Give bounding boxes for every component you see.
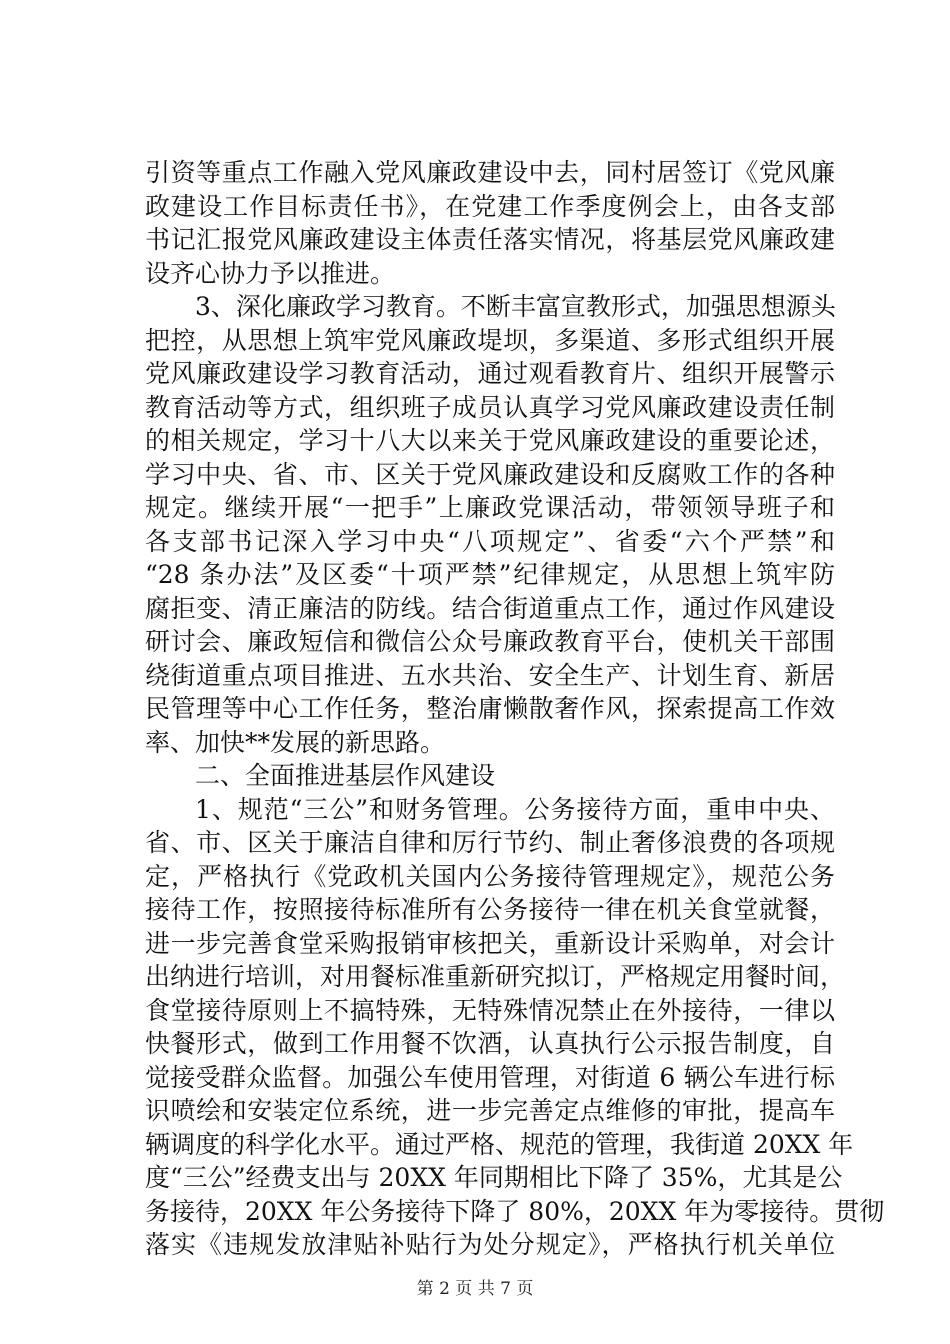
text-line: 觉接受群众监督。加强公车使用管理，对街道 6 辆公车进行标 — [145, 1062, 835, 1092]
text-line: 3、深化廉政学习教育。不断丰富宣教形式，加强思想源头 — [195, 292, 836, 321]
text-line: 各支部书记深入学习中央“八项规定”、省委“六个严禁”和 — [145, 526, 835, 556]
text-line: 省、市、区关于廉洁自律和厉行节约、制止奢侈浪费的各项规 — [145, 828, 835, 857]
text-line: 教育活动等方式，组织班子成员认真学习党风廉政建设责任制 — [145, 392, 835, 422]
text-line: 规定。继续开展“一把手”上廉政党课活动，带领领导班子和 — [145, 493, 835, 522]
text-line: 落实《违规发放津贴补贴行为处分规定》，严格执行机关单位 — [145, 1230, 835, 1259]
text-line: 度“三公”经费支出与 20XX 年同期相比下降了 35%，尤其是公 — [145, 1163, 843, 1192]
text-line: 腐拒变、清正廉洁的防线。结合街道重点工作，通过作风建设 — [145, 593, 835, 623]
text-line: 食堂接待原则上不搞特殊，无特殊情况禁止在外接待，一律以 — [145, 995, 835, 1025]
text-line: 政建设工作目标责任书》，在党建工作季度例会上，由各支部 — [145, 191, 835, 221]
text-line: 识喷绘和安装定位系统，进一步完善定点维修的审批，提高车 — [145, 1096, 835, 1125]
text-line: “28 条办法”及区委“十项严禁”纪律规定，从思想上筑牢防 — [145, 560, 835, 589]
text-line: 把控，从思想上筑牢党风廉政堤坝，多渠道、多形式组织开展 — [145, 325, 835, 355]
text-line: 学习中央、省、市、区关于党风廉政建设和反腐败工作的各种 — [145, 459, 835, 489]
text-line: 定，严格执行《党政机关国内公务接待管理规定》，规范公务 — [145, 861, 835, 891]
document-body — [145, 156, 885, 1262]
text-line: 进一步完善食堂采购报销审核把关，重新设计采购单，对会计 — [145, 928, 835, 958]
text-line: 研讨会、廉政短信和微信公众号廉政教育平台，使机关干部围 — [145, 627, 835, 656]
text-line: 的相关规定，学习十八大以来关于党风廉政建设的重要论述， — [145, 426, 835, 455]
text-line: 辆调度的科学化水平。通过严格、规范的管理，我街道 20XX 年 — [145, 1129, 854, 1159]
text-line: 党风廉政建设学习教育活动，通过观看教育片、组织开展警示 — [145, 359, 835, 388]
page-indicator: 第 2 页 共 7 页 — [416, 1279, 534, 1299]
text-line: 设齐心协力予以推进。 — [145, 258, 396, 288]
text-line: 出纳进行培训，对用餐标准重新研究拟订，严格规定用餐时间， — [145, 962, 846, 991]
text-line: 率、加快**发展的新思路。 — [145, 727, 446, 757]
text-line: 接待工作，按照接待标准所有公务接待一律在机关食堂就餐， — [145, 895, 835, 924]
page-footer — [0, 1278, 950, 1300]
text-line: 1、规范“三公”和财务管理。公务接待方面，重申中央、 — [195, 794, 835, 824]
text-line: 民管理等中心工作任务，整治庸懒散奢作风，探索提高工作效 — [145, 694, 835, 723]
text-line: 引资等重点工作融入党风廉政建设中去，同村居签订《党风廉 — [145, 158, 835, 187]
text-line: 绕街道重点项目推进、五水共治、安全生产、计划生育、新居 — [145, 660, 835, 690]
text-line: 务接待，20XX 年公务接待下降了 80%，20XX 年为零接待。贯彻 — [145, 1196, 885, 1226]
text-line: 书记汇报党风廉政建设主体责任落实情况，将基层党风廉政建 — [145, 225, 835, 254]
text-line: 快餐形式，做到工作用餐不饮酒，认真执行公示报告制度，自 — [145, 1029, 835, 1058]
text-line: 二、全面推进基层作风建设 — [195, 761, 496, 790]
